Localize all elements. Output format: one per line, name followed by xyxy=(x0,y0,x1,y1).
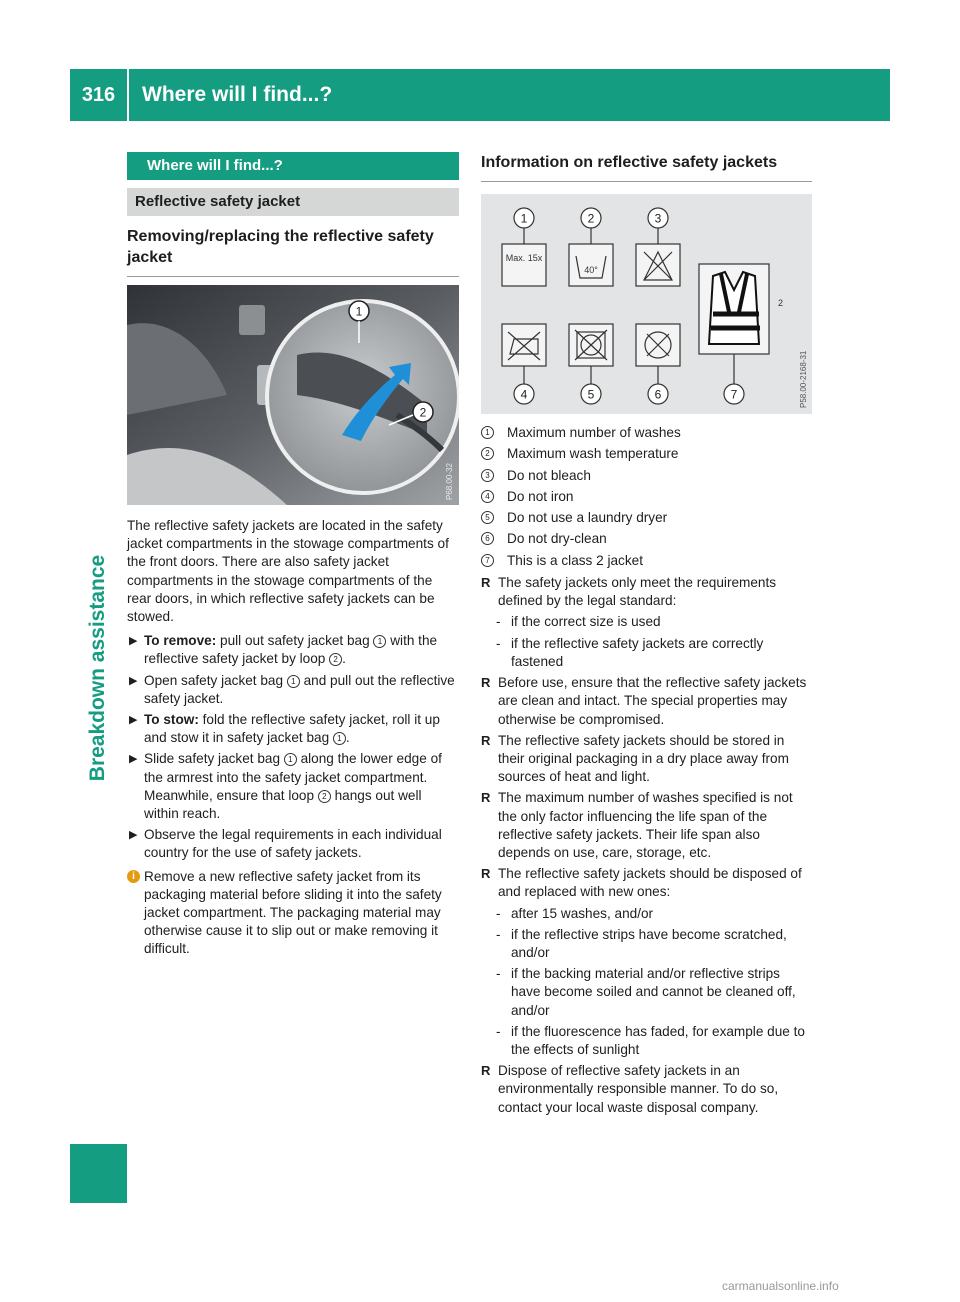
bullet-marker-icon: R xyxy=(481,790,491,806)
step-arrow-icon: ▶ xyxy=(129,635,138,648)
care-symbols-figure xyxy=(481,194,812,414)
sub-bullet-item xyxy=(481,1023,812,1059)
legend-item xyxy=(481,528,812,549)
figure-callout-number: 2 xyxy=(587,211,595,226)
page-header xyxy=(70,69,890,121)
legend-item xyxy=(481,443,812,464)
instruction-step xyxy=(127,826,459,862)
door-photo xyxy=(127,285,459,505)
step-arrow-icon: ▶ xyxy=(129,829,138,842)
dash-marker: - xyxy=(496,614,501,630)
legend-item xyxy=(481,465,812,486)
figure-callout-number: 6 xyxy=(654,387,662,402)
figure-callout-number: 4 xyxy=(520,387,528,402)
callout-number: 1 xyxy=(287,675,300,688)
callout-number: 5 xyxy=(481,511,494,524)
bullet-text: The safety jackets only meet the requirements defined by the legal standard: xyxy=(498,575,777,609)
subsection-bar: Reflective safety jacket xyxy=(127,188,459,216)
sub-bullet-text: if the correct size is used xyxy=(511,614,661,630)
dash-marker: - xyxy=(496,635,501,651)
callout-number: 2 xyxy=(329,653,342,666)
header-title: Where will I find...? xyxy=(142,83,333,106)
step-arrow-icon: ▶ xyxy=(129,753,138,766)
info-icon: i xyxy=(127,870,140,883)
legend-item xyxy=(481,422,812,443)
legend-item xyxy=(481,550,812,571)
bullet-marker-icon: R xyxy=(481,1063,491,1079)
intro-paragraph: The reflective safety jackets are located in the safety jacket compartments in the stowage compartments of the front doors. There are also safety jacket compartments in the stowage compartments of the rear doors, in which reflective safety jackets can be stowed. xyxy=(127,518,449,625)
callout-number: 7 xyxy=(481,554,494,567)
max-washes-label: Max. 15x xyxy=(505,253,543,263)
legend-text: Maximum number of washes xyxy=(507,425,681,440)
step-text: Observe the legal requirements in each individual country for the use of safety jackets. xyxy=(144,827,442,861)
bullet-marker-icon: R xyxy=(481,575,491,591)
callout-number: 1 xyxy=(373,635,386,648)
sub-bullet-item xyxy=(481,965,812,1020)
step-text: fold the reflective safety jacket, roll it up and stow it in safety jacket bag xyxy=(144,712,440,746)
sub-bullet-item xyxy=(481,905,812,923)
bullet-item xyxy=(481,674,812,729)
sidebar-label: Breakdown assistance xyxy=(86,554,109,782)
section-heading: Removing/replacing the reflective safety jacket xyxy=(127,226,459,277)
step-text: and pull out the reflective safety jacket. xyxy=(144,672,455,706)
legend-text: This is a class 2 jacket xyxy=(507,552,643,568)
callout-number: 2 xyxy=(318,790,331,803)
callout-number: 2 xyxy=(481,447,494,460)
bullet-item xyxy=(481,732,812,787)
photo-code: P68.00-32 xyxy=(445,463,454,500)
legend-text: Do not bleach xyxy=(507,467,591,483)
instruction-steps xyxy=(127,632,459,862)
bullet-text: Dispose of reflective safety jackets in an environmentally responsible manner. To do so, contact your local waste disposal company. xyxy=(498,1063,779,1115)
left-column xyxy=(127,152,459,959)
callout-number: 3 xyxy=(481,469,494,482)
bullet-text: The reflective safety jackets should be disposed of and replaced with new ones: xyxy=(498,866,802,900)
wash-temp-label: 40° xyxy=(584,265,598,275)
legend-text: Do not iron xyxy=(507,488,574,504)
sub-bullet-item xyxy=(481,635,812,671)
figure-callout-number: 7 xyxy=(730,387,738,402)
figure-callout-number: 5 xyxy=(587,387,595,402)
info-bullets xyxy=(481,574,812,1117)
instruction-step xyxy=(127,672,459,708)
step-text: hangs out well within reach. xyxy=(144,787,422,822)
dash-marker: - xyxy=(496,1023,501,1039)
dash-marker: - xyxy=(496,926,501,942)
step-arrow-icon: ▶ xyxy=(129,674,138,687)
info-note xyxy=(127,868,459,959)
class-label: 2 xyxy=(778,298,784,308)
page-number: 316 xyxy=(81,84,116,106)
bullet-item xyxy=(481,1062,812,1117)
instruction-step xyxy=(127,750,459,823)
sub-bullet-text: if the backing material and/or reflective strips have become soiled and cannot be cleaned off, and/or xyxy=(511,966,796,1018)
callout-number: 6 xyxy=(481,532,494,545)
step-text: Slide safety jacket bag xyxy=(144,751,284,767)
step-text: Open safety jacket bag xyxy=(144,672,287,688)
sub-bullet-text: after 15 washes, and/or xyxy=(511,905,654,921)
sub-bullet-item xyxy=(481,613,812,631)
callout-number: 1 xyxy=(333,732,346,745)
sub-bullet-text: if the reflective strips have become scratched, and/or xyxy=(511,926,787,960)
step-text: with the reflective safety jacket by loop xyxy=(144,633,438,667)
header-divider xyxy=(127,69,129,121)
figure-callout-number: 1 xyxy=(520,211,528,226)
symbol-legend xyxy=(481,422,812,571)
callout-number: 4 xyxy=(481,490,494,503)
step-text: . xyxy=(342,651,346,667)
legend-item xyxy=(481,486,812,507)
section-heading-right: Information on reflective safety jackets xyxy=(481,152,812,182)
step-label: To remove: xyxy=(144,633,217,649)
svg-text:1: 1 xyxy=(355,304,363,319)
instruction-step xyxy=(127,711,459,747)
legend-text: Do not dry-clean xyxy=(507,531,607,547)
step-text: along the lower edge of the armrest into the safety jacket compartment. Meanwhile, ensure that loop xyxy=(144,751,442,803)
section-bar: Where will I find...? xyxy=(127,152,459,180)
dash-marker: - xyxy=(496,905,501,921)
step-text: pull out safety jacket bag xyxy=(216,633,374,649)
step-arrow-icon: ▶ xyxy=(129,714,138,727)
callout-number: 1 xyxy=(284,753,297,766)
sub-bullet-item xyxy=(481,926,812,962)
bullet-marker-icon: R xyxy=(481,866,491,882)
sub-bullet-text: if the reflective safety jackets are correctly fastened xyxy=(511,635,764,669)
svg-text:2: 2 xyxy=(419,405,427,420)
callout-number: 1 xyxy=(481,426,494,439)
right-column xyxy=(481,152,812,1117)
step-label: To stow: xyxy=(144,712,199,728)
bullet-text: The maximum number of washes specified is not the only factor influencing the life span of the reflective safety jackets. Their life span also depends on use, care, storage, etc. xyxy=(498,790,793,860)
step-text: . xyxy=(345,730,350,746)
figure-callout-number: 3 xyxy=(654,211,662,226)
sub-bullet-text: if the fluorescence has faded, for example due to the effects of sunlight xyxy=(511,1023,805,1057)
legend-text: Do not use a laundry dryer xyxy=(507,510,668,526)
instruction-step xyxy=(127,632,459,668)
figure-code: P58.00-2168-31 xyxy=(799,350,808,408)
bullet-item xyxy=(481,865,812,901)
dash-marker: - xyxy=(496,966,501,982)
info-note-text: Remove a new reflective safety jacket from its packaging material before sliding it into the safety jacket compartment. The packaging material may otherwise cause it to slip out or make removing it difficult. xyxy=(144,868,442,957)
bullet-item xyxy=(481,574,812,610)
bullet-text: The reflective safety jackets should be stored in their original packaging in a dry place away from sources of heat and light. xyxy=(498,732,789,785)
symbol-max-washes xyxy=(502,244,546,286)
bullet-marker-icon: R xyxy=(481,675,491,691)
sidebar-marker xyxy=(70,1144,127,1203)
legend-text: Maximum wash temperature xyxy=(507,446,679,462)
bullet-text: Before use, ensure that the reflective safety jackets are clean and intact. The special properties may otherwise be compromised. xyxy=(498,675,807,727)
legend-item xyxy=(481,507,812,528)
watermark: carmanualsonline.info xyxy=(722,1279,839,1293)
bullet-item xyxy=(481,789,812,862)
bullet-marker-icon: R xyxy=(481,732,491,748)
